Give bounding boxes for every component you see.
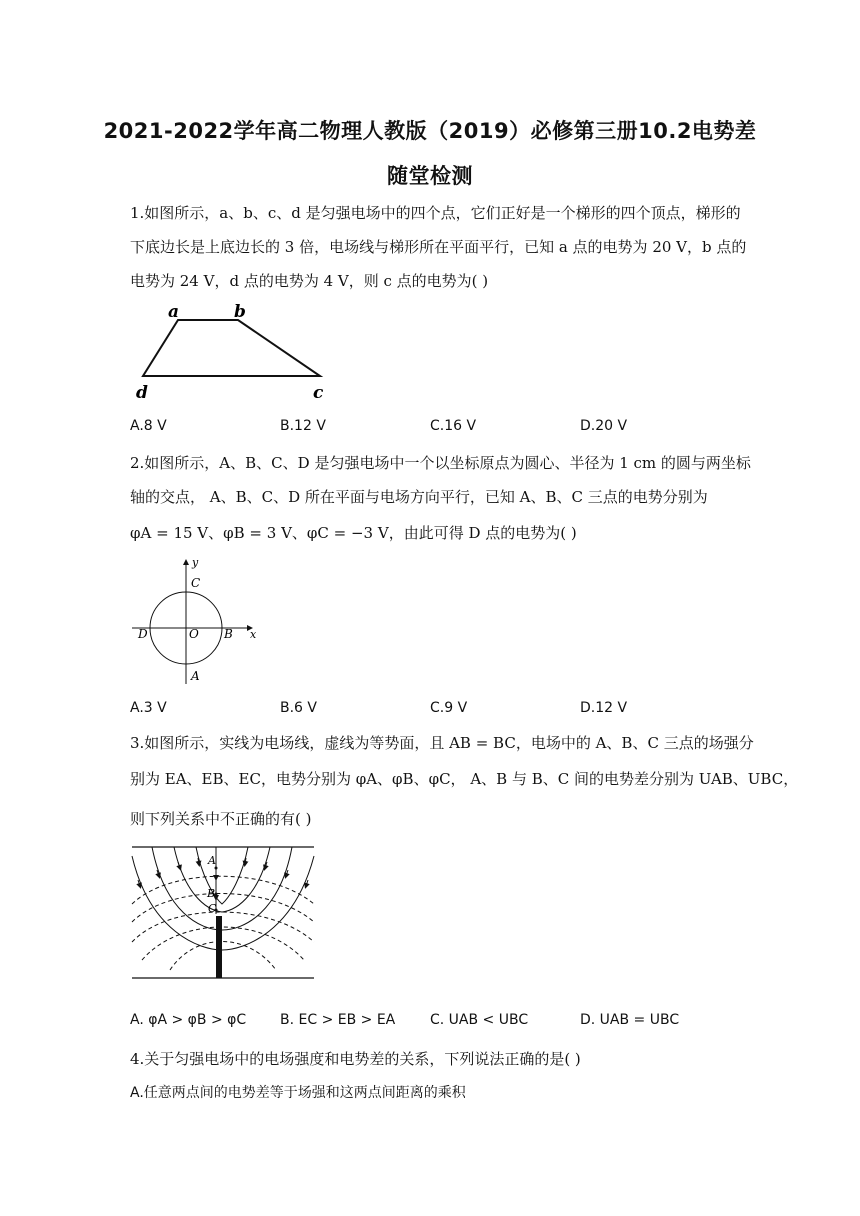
- q4-option-a[interactable]: A.任意两点间的电势差等于场强和这两点间距离的乘积: [130, 1085, 466, 1101]
- q2-options: [130, 700, 730, 720]
- q2-label-b: B: [224, 627, 233, 641]
- q3-text-line1: 3.如图所示，实线为电场线，虚线为等势面，且 AB = BC，电场中的 A、B、C 三点的场强分: [130, 734, 754, 752]
- q2-label-a: A: [191, 669, 200, 683]
- q2-option-b[interactable]: B.6 V: [280, 700, 317, 716]
- q2-text-line2: 轴的交点， A、B、C、D 所在平面与电场方向平行，已知 A、B、C 三点的电势分别为: [130, 488, 708, 506]
- q1-label-c: c: [313, 383, 324, 403]
- q1-label-a: a: [168, 302, 180, 322]
- q1-option-c[interactable]: C.16 V: [430, 418, 477, 434]
- q3-label-a: A: [208, 854, 216, 867]
- q3-option-a[interactable]: A. φA > φB > φC: [130, 1012, 247, 1028]
- q1-label-d: d: [136, 383, 148, 403]
- q3-label-b: B: [207, 887, 216, 900]
- q2-label-x: x: [250, 628, 257, 641]
- q1-text-line1: 1.如图所示，a、b、c、d 是匀强电场中的四个点，它们正好是一个梯形的四个顶点，梯形的: [130, 204, 741, 222]
- document-title-line2: 随堂检测: [387, 164, 473, 188]
- q1-trapezoid-figure: [128, 300, 328, 405]
- q3-label-c: C: [208, 902, 217, 915]
- q3-option-c[interactable]: C. UAB < UBC: [430, 1012, 529, 1028]
- q1-options: [130, 418, 730, 438]
- q3-option-b[interactable]: B. EC > EB > EA: [280, 1012, 396, 1028]
- q2-option-c[interactable]: C.9 V: [430, 700, 468, 716]
- document-title-line1: 2021-2022学年高二物理人教版（2019）必修第三册10.2电势差: [103, 119, 757, 143]
- q1-option-a[interactable]: A.8 V: [130, 418, 167, 434]
- q2-text-line1: 2.如图所示，A、B、C、D 是匀强电场中一个以坐标原点为圆心、半径为 1 cm 的圆与两坐标: [130, 454, 751, 472]
- q2-label-o: O: [189, 627, 199, 641]
- q1-text-line3: 电势为 24 V，d 点的电势为 4 V，则 c 点的电势为( ): [130, 272, 489, 290]
- q1-label-b: b: [234, 302, 246, 322]
- q4-text-line1: 4.关于匀强电场中的电场强度和电势差的关系，下列说法正确的是( ): [130, 1050, 581, 1068]
- q2-circle-axes-figure: [128, 556, 268, 686]
- q3-options: [130, 1012, 730, 1032]
- q2-label-c: C: [191, 576, 201, 590]
- q3-text-line3: 则下列关系中不正确的有( ): [130, 810, 312, 828]
- q3-field-lines-figure: [130, 842, 316, 984]
- q1-option-d[interactable]: D.20 V: [580, 418, 628, 434]
- q3-option-d[interactable]: D. UAB = UBC: [580, 1012, 680, 1028]
- q2-option-d[interactable]: D.12 V: [580, 700, 628, 716]
- q2-text-line3: φA = 15 V、φB = 3 V、φC = −3 V，由此可得 D 点的电势为( ): [130, 524, 577, 542]
- q1-text-line2: 下底边长是上底边长的 3 倍，电场线与梯形所在平面平行，已知 a 点的电势为 20 V，b 点的: [130, 238, 747, 256]
- q1-option-b[interactable]: B.12 V: [280, 418, 326, 434]
- q2-label-y: y: [192, 556, 199, 569]
- q2-option-a[interactable]: A.3 V: [130, 700, 167, 716]
- q3-text-line2: 别为 EA、EB、EC，电势分别为 φA、φB、φC， A、B 与 B、C 间的电势差分别为 UAB、UBC，: [130, 770, 799, 788]
- q2-label-d: D: [138, 627, 148, 641]
